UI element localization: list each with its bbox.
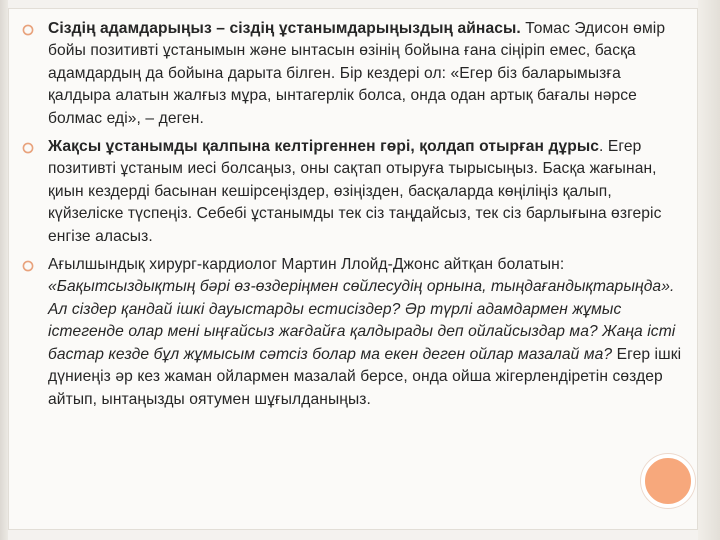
- paragraph-body-end: Егер ішкі дүниеңіз әр кез жаман ойлармен мазалай берсе, онда ойша жігерлендіретін сөздер айтып, ынтаңызды оятумен шұғылданыңыз.: [48, 345, 682, 408]
- right-border-band: [698, 0, 720, 540]
- list-item: [22, 136, 686, 248]
- paragraph-body-start: Ағылшындық хирург-кардиолог Мартин Ллойд-Джонс айтқан болатын:: [48, 256, 565, 274]
- bullet-icon: [22, 24, 34, 36]
- paragraph-body: Томас Эдисон өмір бойы позитивті ұстанымын және ынтасын өзінің бойына ғана сіңіріп емес, басқа адамдардың да бойына дарыта білген. Бір кездері ол: «Егер біз баларымызға қалдыра алатын жалғыз мұра, ынтагерлік болса, онда одан артық бағалы нәрсе болмас еді», – деген.: [48, 20, 666, 127]
- bullet-icon: [22, 142, 34, 154]
- left-border-band: [0, 0, 8, 540]
- bold-lead: Жақсы ұстанымды қалпына келтіргеннен гөрі, қолдап отырған дұрыс: [48, 138, 600, 156]
- paragraph-text: [48, 18, 686, 130]
- list-item: [22, 254, 686, 411]
- bullet-list: [22, 18, 686, 417]
- list-item: [22, 18, 686, 130]
- italic-quote: «Бақытсыздықтың бәрі өз-өздеріңмен сөйлесудің орнына, тыңдағандықтарыңда». Ал сіздер қандай ішкі дауыстарды естисіздер? Әр түрлі адамдармен жұмыс істегенде олар мені ыңғайсыз жағдайға қалдырады деп ойлайсыздар ма? Жаңа істі бастар кезде бұл жұмысым сәтсіз болар ма екен деген ойлар мазалай ма?: [48, 278, 676, 363]
- paragraph-body: . Егер позитивті ұстаным иесі болсаңыз, оны сақтап отыруға тырысыңыз. Басқа жағынан, қиын кездерді басынан кешірсеңіздер, өзіңізден, басқаларда көңіліңіз қалып, күйзеліске түспеңіз. Себебі ұстанымды тек сіз таңдайсыз, тек сіз барлығына өзгеріс енгізе аласыз.: [48, 138, 662, 245]
- paragraph-text: [48, 136, 686, 248]
- bold-lead: Сіздің адамдарыңыз – сіздің ұстанымдарыңыздың айнасы.: [48, 20, 521, 37]
- decorative-circle: [641, 454, 695, 508]
- paragraph-text: [48, 254, 686, 411]
- bullet-icon: [22, 260, 34, 272]
